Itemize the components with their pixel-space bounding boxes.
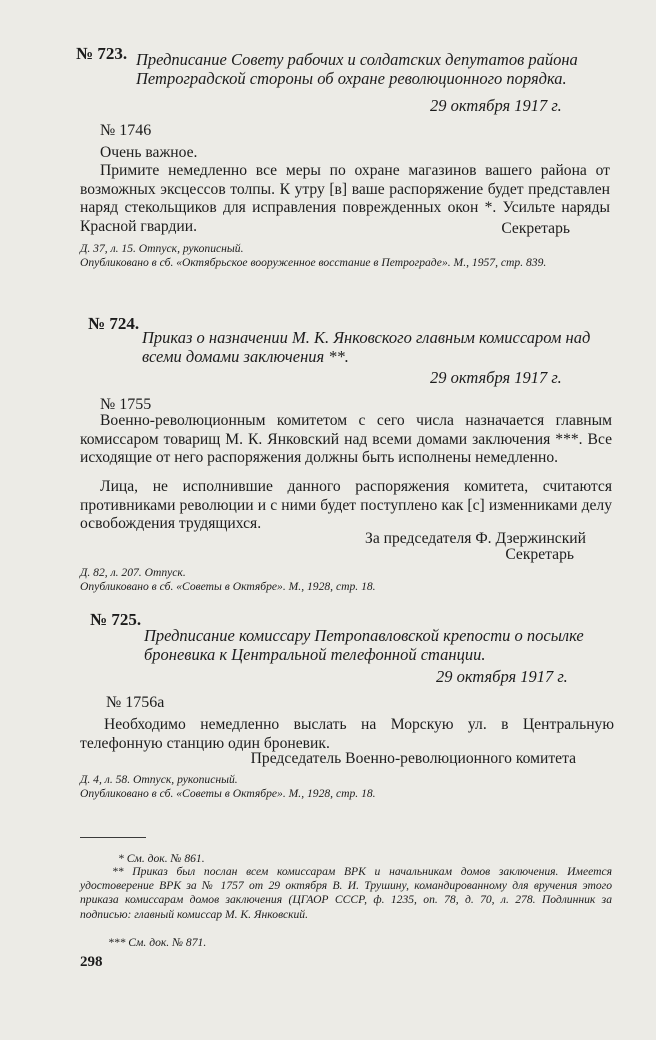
footnote: * См. док. № 861. [118,852,205,865]
source-note: Д. 82, л. 207. Отпуск. [80,566,186,579]
body-paragraph: Военно-революционным комитетом с сего числа назначается главным комиссаром товарищ М. К. Янковский над всеми домами заключения ***. Все исходящие от него распоряжения должны быть исполнены немедленно. [80,412,612,467]
document-date: 29 октября 1917 г. [436,667,568,686]
registration-number: № 1755 [100,396,152,413]
publication-note: Опубликовано в сб. «Советы в Октябре». М., 1928, стр. 18. [80,580,376,593]
document-heading: Предписание Совету рабочих и солдатских депутатов района Петроградской стороны об охране революционного порядка. [136,50,578,88]
publication-note: Опубликовано в сб. «Октябрьское вооруженное восстание в Петрограде». М., 1957, стр. 839. [80,256,547,269]
registration-number: № 1746 [100,122,152,139]
document-number: № 724. [88,314,140,333]
body-paragraph: Необходимо немедленно выслать на Морскую ул. в Центральную телефонную станцию один броневик. [80,716,614,752]
document-number: № 725. [90,610,142,629]
document-date: 29 октября 1917 г. [430,96,562,115]
signature-line: Председатель Военно-революционного комитета [250,750,576,767]
signature-line: Секретарь [505,546,574,563]
body-paragraph: Очень важное. [100,144,198,161]
source-note: Д. 37, л. 15. Отпуск, рукописный. [80,242,244,255]
document-heading: Предписание комиссару Петропавловской крепости о посылке броневика к Центральной телефонной станции. [144,626,584,664]
body-paragraph: Лица, не исполнившие данного распоряжения комитета, считаются противниками революции и с ними будет поступлено как [с] изменниками делу освобождения трудящихся. [80,478,612,533]
footnote: ** Приказ был послан всем комиссарам ВРК и начальникам домов заключения. Имеется удостоверение ВРК за № 1757 от 29 октября В. И. Трушину, командированному для вручения этого приказа комиссарам домов заключения (ЦГАОР СССР, ф. 1235, оп. 78, д. 70, л. 278. Подлинник за подписью: главный комиссар М. К. Янковский. [80,865,612,921]
document-number: № 723. [76,44,128,63]
document-heading: Приказ о назначении М. К. Янковского главным комиссаром над всеми домами заключения **. [142,328,591,366]
footnote-divider [80,837,146,838]
footnote: *** См. док. № 871. [108,936,207,949]
body-paragraph: Примите немедленно все меры по охране магазинов вашего района от возможных эксцессов толпы. К утру [в] ваше распоряжение будет представлен наряд стекольщиков для исправления поврежденных окон *. Усильте наряды Красной гвардии. [80,162,610,235]
signature-line: Секретарь [501,220,570,237]
publication-note: Опубликовано в сб. «Советы в Октябре». М., 1928, стр. 18. [80,787,376,800]
signature-line: За председателя Ф. Дзержинский [365,530,586,547]
page-number: 298 [80,954,103,970]
source-note: Д. 4, л. 58. Отпуск, рукописный. [80,773,238,786]
registration-number: № 1756а [106,694,165,711]
document-date: 29 октября 1917 г. [430,368,562,387]
